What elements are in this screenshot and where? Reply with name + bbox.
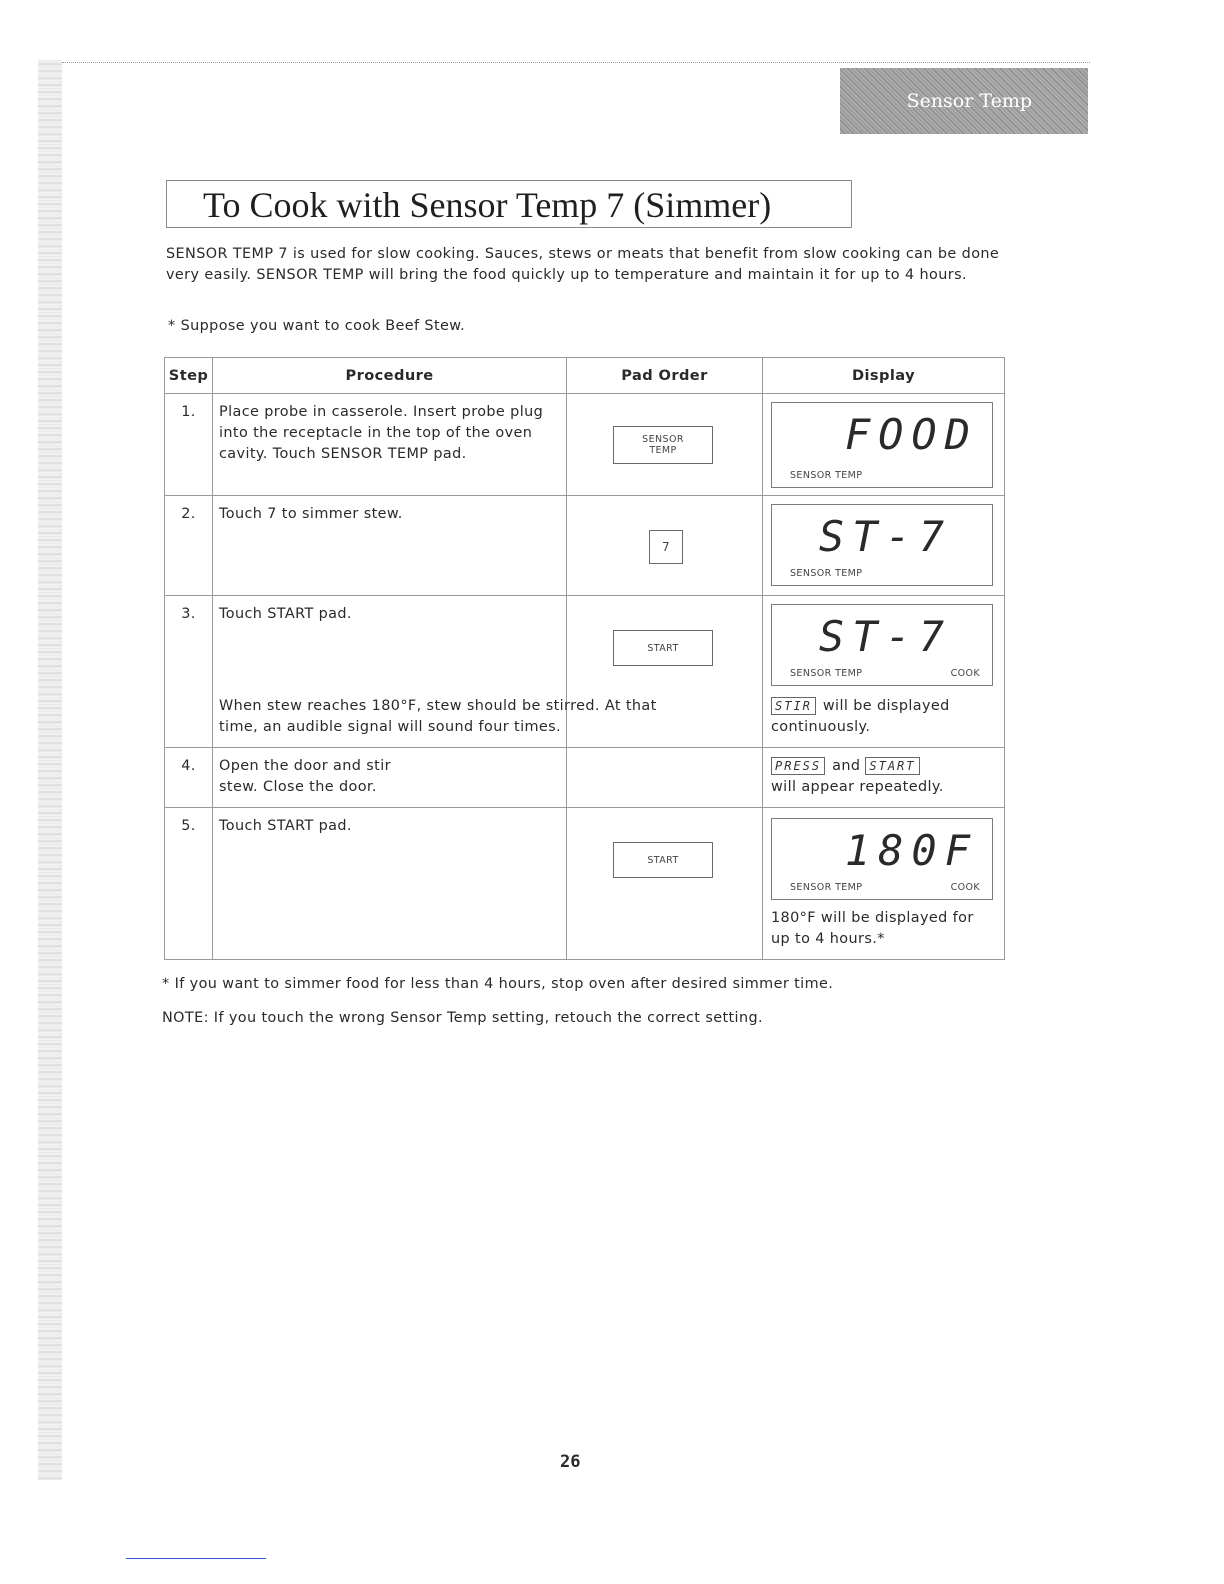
header-display: Display — [763, 358, 1005, 394]
display-cell — [763, 596, 1005, 748]
note: NOTE: If you touch the wrong Sensor Temp setting, retouch the correct setting. — [162, 1010, 763, 1026]
lcd-display — [771, 818, 993, 900]
lcd-readout: 180F — [844, 826, 978, 875]
intro-paragraph: SENSOR TEMP 7 is used for slow cooking. Sauces, stews or meats that benefit from slow cooking can be done very easily. SENSOR TEMP will bring the food quickly up to temperature and maintain it for up to 4 hours. — [166, 246, 1000, 283]
procedure-cell — [213, 596, 657, 748]
table-row — [165, 394, 1005, 496]
bottom-underline — [126, 1558, 266, 1559]
top-rule — [62, 62, 1090, 63]
section-tab-label: Sensor Temp — [906, 90, 1032, 112]
header-step: Step — [165, 358, 213, 394]
table-row — [165, 748, 1005, 808]
procedure-text: Touch 7 to simmer stew. — [213, 496, 567, 596]
page-number: 26 — [560, 1452, 581, 1472]
procedure-text: Open the door and stir stew. Close the door. — [213, 748, 567, 808]
pad-label-line2: TEMP — [649, 445, 677, 456]
display-cell — [763, 808, 1005, 960]
pad-order-cell — [567, 748, 763, 808]
procedure-extra-text: When stew reaches 180°F, stew should be stirred. At that time, an audible signal will sound four times. — [219, 698, 657, 735]
mini-lcd-stir: STIR — [771, 697, 816, 715]
start-pad[interactable] — [613, 630, 713, 666]
lcd-readout: ST-7 — [818, 512, 952, 561]
pad-label: START — [647, 642, 679, 654]
pad-order-cell — [567, 596, 763, 748]
table-row — [165, 808, 1005, 960]
step-number: 1. — [165, 394, 213, 496]
table-row — [165, 496, 1005, 596]
step-number: 4. — [165, 748, 213, 808]
step-number: 5. — [165, 808, 213, 960]
lcd-readout: FOOD — [844, 410, 978, 459]
pad-order-cell — [567, 394, 763, 496]
display-note-text: will appear repeatedly. — [771, 779, 944, 795]
start-pad[interactable] — [613, 842, 713, 878]
lcd-display — [771, 604, 993, 686]
procedure-text: Touch START pad. — [213, 808, 567, 960]
mini-lcd-press: PRESS — [771, 757, 825, 775]
number-7-pad[interactable] — [649, 530, 683, 564]
procedure-text: Touch START pad. — [219, 606, 352, 622]
display-cell — [763, 496, 1005, 596]
step-number: 3. — [165, 596, 213, 748]
lcd-display — [771, 402, 993, 488]
pad-label-line1: SENSOR — [642, 434, 684, 445]
mini-lcd-start: START — [865, 757, 919, 775]
footnote: * If you want to simmer food for less than 4 hours, stop oven after desired simmer time. — [162, 976, 834, 992]
pad-label: 7 — [661, 539, 671, 554]
display-note-text: will be displayed continuously. — [771, 698, 950, 735]
section-tab — [840, 68, 1088, 134]
lcd-cook-indicator: COOK — [950, 882, 980, 893]
scan-edge-shading — [38, 60, 62, 1480]
lcd-sensor-temp-indicator: SENSOR TEMP — [790, 568, 863, 579]
pad-order-cell — [567, 808, 763, 960]
table-header-row — [165, 358, 1005, 394]
pad-order-cell — [567, 496, 763, 596]
page-title: To Cook with Sensor Temp 7 (Simmer) — [166, 180, 852, 228]
pad-label: START — [647, 854, 679, 866]
lcd-readout: ST-7 — [818, 612, 952, 661]
lcd-sensor-temp-indicator: SENSOR TEMP — [790, 470, 863, 481]
lcd-sensor-temp-indicator: SENSOR TEMP — [790, 882, 863, 893]
suppose-line: * Suppose you want to cook Beef Stew. — [168, 318, 466, 334]
lcd-sensor-temp-indicator: SENSOR TEMP — [790, 668, 863, 679]
steps-table — [164, 357, 1005, 960]
display-cell — [763, 748, 1005, 808]
sensor-temp-pad[interactable] — [613, 426, 713, 464]
step-number: 2. — [165, 496, 213, 596]
display-note — [771, 696, 999, 738]
display-cell — [763, 394, 1005, 496]
lcd-display — [771, 504, 993, 586]
table-row — [165, 596, 1005, 748]
display-and-text: and — [832, 758, 861, 774]
header-procedure: Procedure — [213, 358, 567, 394]
display-note-text: 180°F will be displayed for up to 4 hours.* — [771, 910, 974, 947]
lcd-cook-indicator: COOK — [950, 668, 980, 679]
header-pad-order: Pad Order — [567, 358, 763, 394]
procedure-text: Place probe in casserole. Insert probe plug into the receptacle in the top of the oven cavity. Touch SENSOR TEMP pad. — [213, 394, 567, 496]
